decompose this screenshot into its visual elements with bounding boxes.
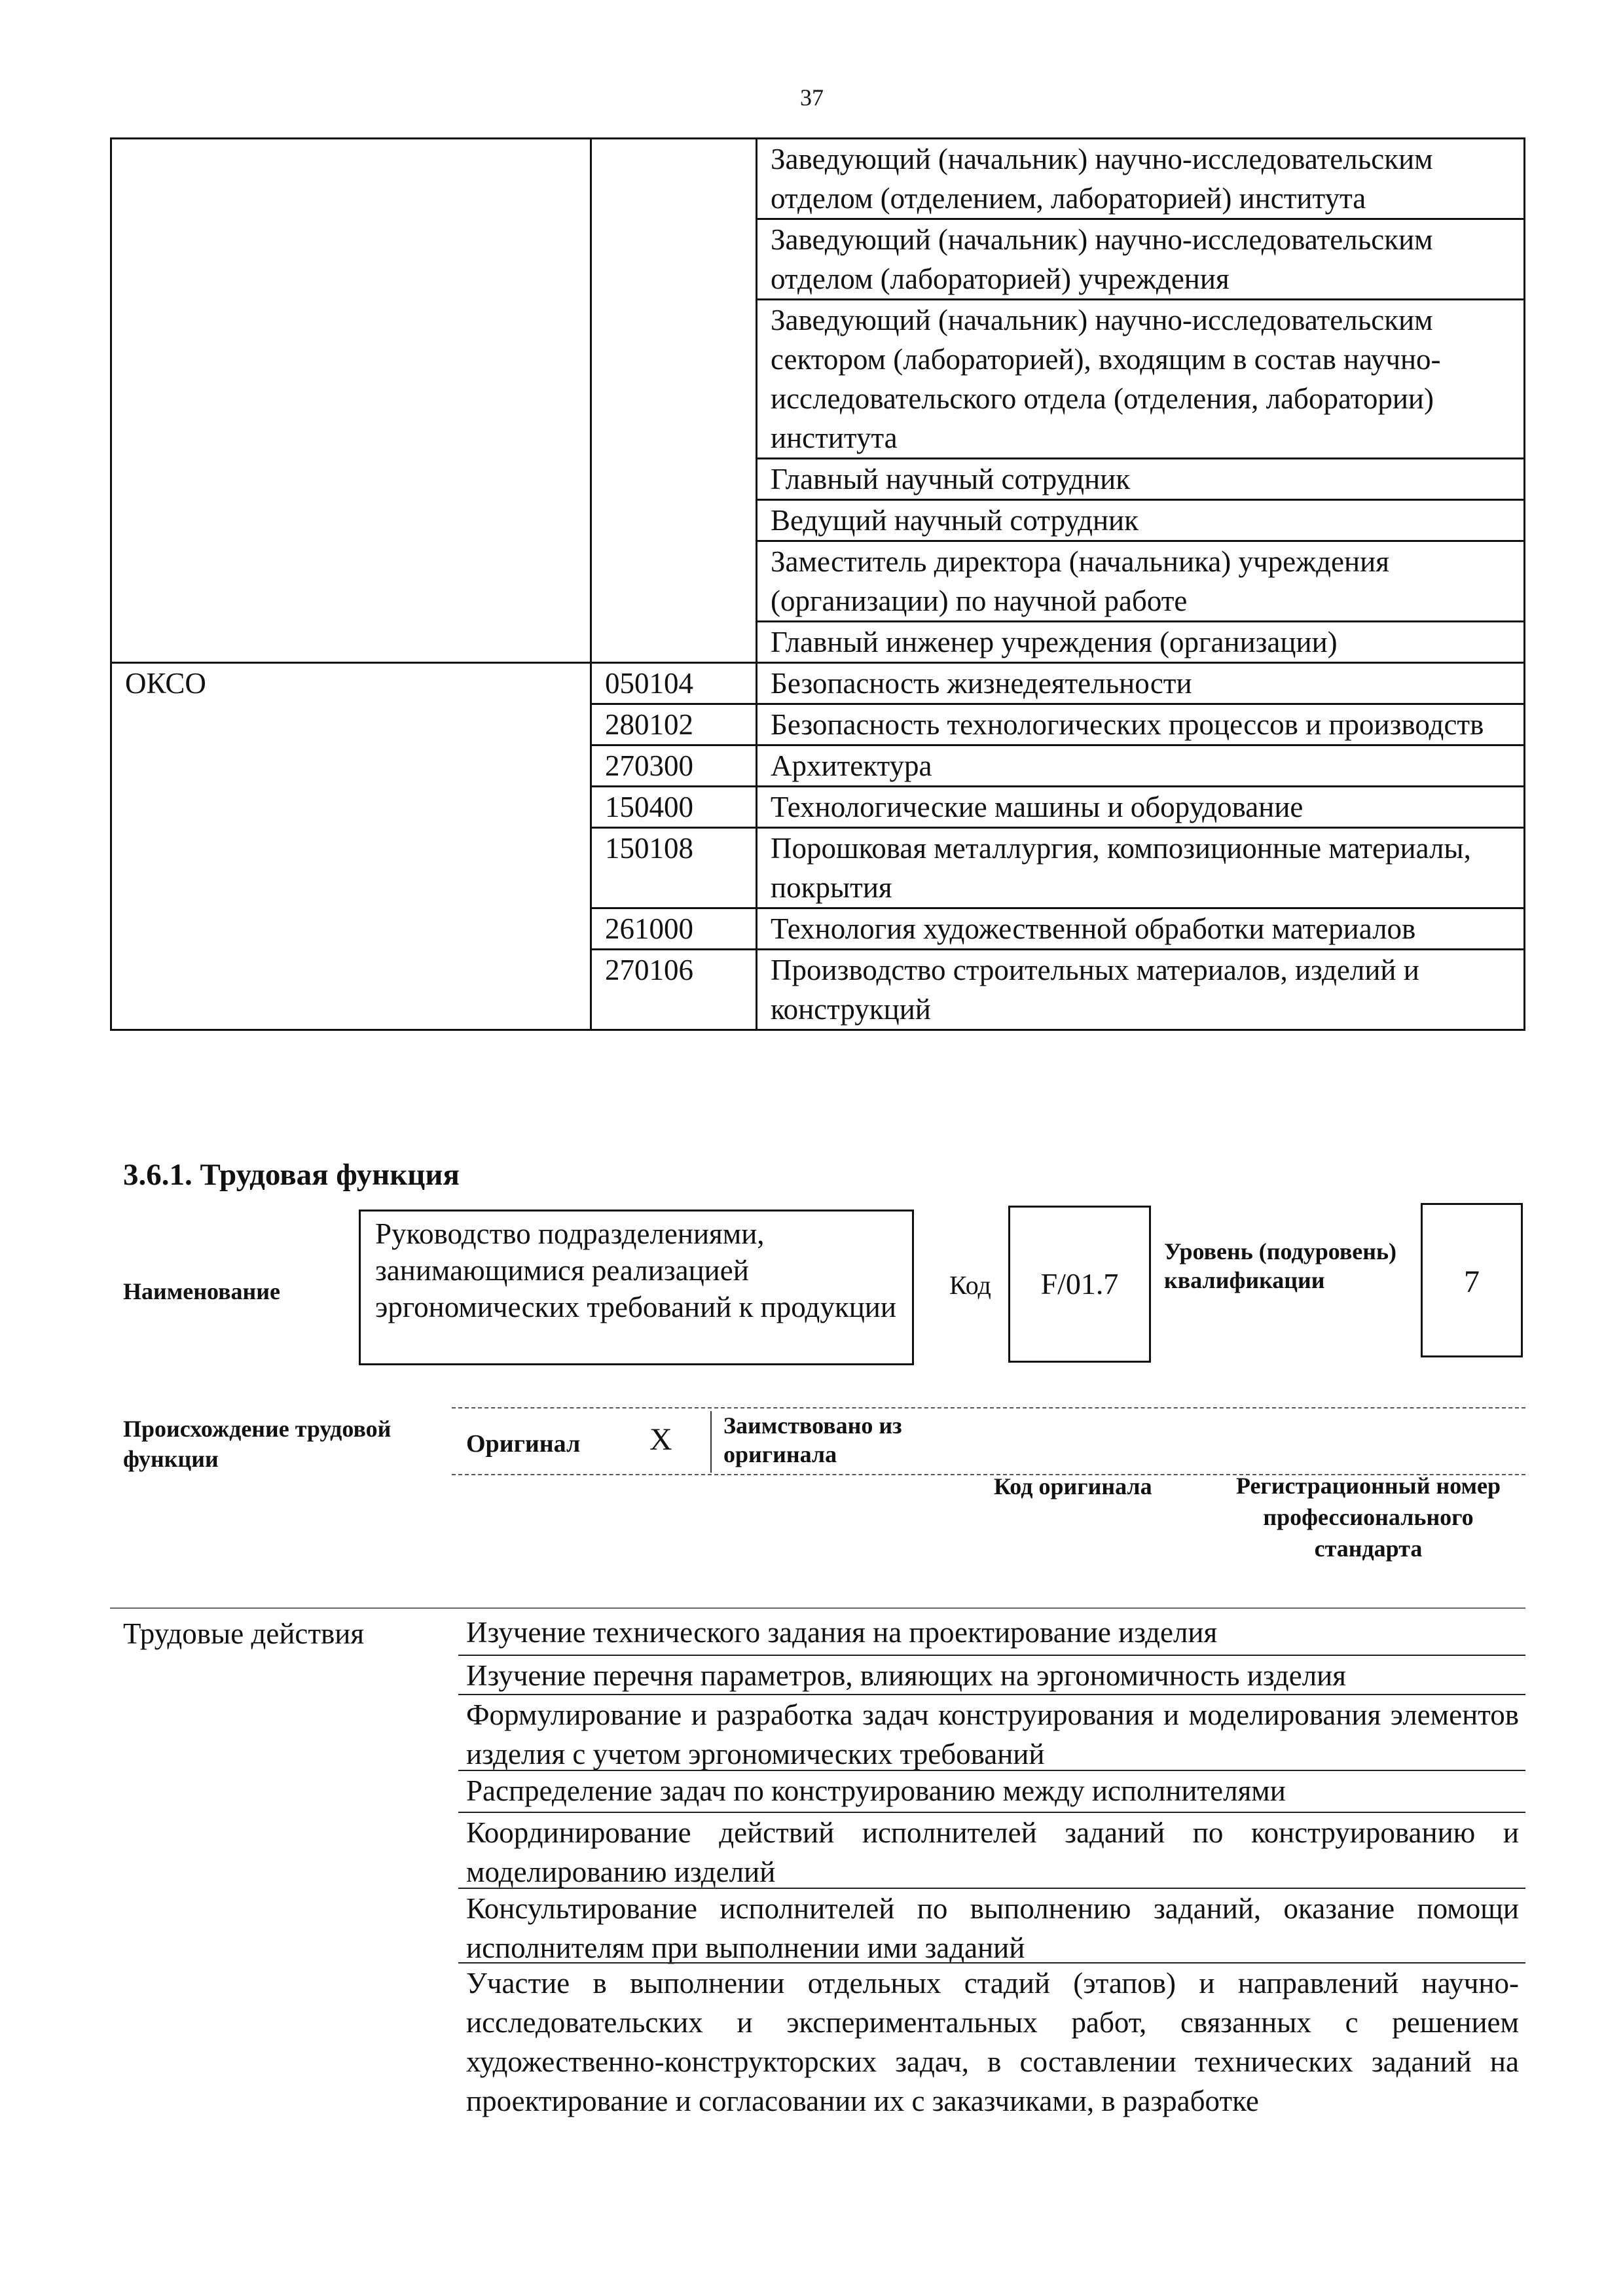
reg-number-label: Регистрационный номер профессионального стандарта: [1235, 1473, 1501, 1562]
table-cell-c2: 261000: [591, 908, 757, 950]
table-cell-c2: [591, 541, 757, 622]
table-row: [111, 459, 1525, 500]
function-name: Руководство подразделениями, занимающимися реализацией эргономических требований к продукции: [359, 1210, 914, 1365]
origin-divider: [710, 1411, 712, 1473]
table-row: [111, 663, 1525, 704]
table-cell-c3: Заместитель директора (начальника) учреждения (организации) по научной работе: [757, 541, 1525, 622]
table-cell-c1: [111, 300, 591, 459]
original-label: Оригинал: [466, 1430, 581, 1458]
table-cell-c3: Безопасность технологических процессов и производств: [757, 704, 1525, 745]
code-label: Код: [949, 1270, 991, 1300]
table-cell-c2: 150400: [591, 787, 757, 828]
table-cell-c2: 270106: [591, 950, 757, 1030]
table-cell-c3: Заведующий (начальник) научно-исследовательским отделом (отделением, лабораторией) института: [757, 139, 1525, 219]
table-cell-c1: [111, 787, 591, 828]
table-cell-c1: [111, 828, 591, 908]
table-cell-c3: Архитектура: [757, 745, 1525, 787]
table-row: [111, 704, 1525, 745]
table-row: [111, 219, 1525, 300]
table-cell-c3: Технологические машины и оборудование: [757, 787, 1525, 828]
table-cell-c1: [111, 500, 591, 541]
table-cell-c2: [591, 300, 757, 459]
action-item: Координирование действий исполнителей заданий по конструированию и моделированию изделий: [466, 1816, 1519, 1888]
action-item: Формулирование и разработка задач конструирования и моделирования элементов изделия с учетом эргономических требований: [466, 1698, 1519, 1770]
action-divider: [458, 1962, 1525, 1964]
table-cell-c1: [111, 622, 591, 663]
function-code: F/01.7: [1008, 1206, 1151, 1363]
code-original-label: Код оригинала: [994, 1473, 1152, 1499]
action-item: Участие в выполнении отдельных стадий (этапов) и направлений научно-исследовательских и экспериментальных работ, связанных с решением художественно-конструкторских задач, в составлении технических заданий на проектирование и согласовании их с заказчиками, в разработке: [466, 1967, 1519, 2117]
origin-label: Происхождение трудовой функции: [123, 1416, 392, 1472]
table-row: [111, 787, 1525, 828]
table-row: [111, 541, 1525, 622]
original-mark: X: [649, 1422, 672, 1457]
qualification-table: [110, 137, 1525, 1031]
table-row: [111, 745, 1525, 787]
table-cell-c2: 270300: [591, 745, 757, 787]
table-row: [111, 908, 1525, 950]
level-value: 7: [1421, 1203, 1523, 1357]
table-cell-c1: [111, 745, 591, 787]
level-label: Уровень (подуровень) квалификации: [1164, 1238, 1397, 1293]
name-label: Наименование: [123, 1278, 280, 1304]
table-cell-c2: [591, 219, 757, 300]
table-cell-c1: [111, 139, 591, 219]
table-cell-c2: [591, 459, 757, 500]
borrowed-label: Заимствовано из оригинала: [723, 1412, 902, 1467]
table-cell-c3: Производство строительных материалов, изделий и конструкций: [757, 950, 1525, 1030]
table-cell-c2: [591, 139, 757, 219]
table-cell-c3: Заведующий (начальник) научно-исследовательским отделом (лабораторией) учреждения: [757, 219, 1525, 300]
actions-label: Трудовые действия: [123, 1617, 365, 1650]
action-divider: [458, 1812, 1525, 1813]
table-cell-c3: Главный научный сотрудник: [757, 459, 1525, 500]
table-cell-c3: Безопасность жизнедеятельности: [757, 663, 1525, 704]
table-cell-c3: Ведущий научный сотрудник: [757, 500, 1525, 541]
page-number: 37: [800, 84, 824, 111]
table-cell-c1: [111, 459, 591, 500]
table-cell-c3: Заведующий (начальник) научно-исследовательским сектором (лабораторией), входящим в состав научно-исследовательского отдела (отделения, лаборатории) института: [757, 300, 1525, 459]
table-cell-c2: 280102: [591, 704, 757, 745]
table-cell-c1: [111, 908, 591, 950]
table-cell-c1: ОКСО: [111, 663, 591, 704]
action-divider: [458, 1655, 1525, 1656]
table-row: [111, 500, 1525, 541]
table-cell-c1: [111, 219, 591, 300]
table-cell-c3: Главный инженер учреждения (организации): [757, 622, 1525, 663]
actions-top-line: [110, 1607, 1525, 1609]
table-cell-c3: Технология художественной обработки материалов: [757, 908, 1525, 950]
table-cell-c2: [591, 500, 757, 541]
action-item: Изучение технического задания на проектирование изделия: [466, 1616, 1218, 1649]
table-row: [111, 950, 1525, 1030]
table-cell-c2: 150108: [591, 828, 757, 908]
origin-top-line: [452, 1407, 1525, 1408]
action-item: Распределение задач по конструированию между исполнителями: [466, 1774, 1286, 1807]
table-row: [111, 828, 1525, 908]
action-item: Консультирование исполнителей по выполнению заданий, оказание помощи исполнителям при выполнении ими заданий: [466, 1892, 1519, 1964]
table-cell-c2: [591, 622, 757, 663]
table-cell-c2: 050104: [591, 663, 757, 704]
action-divider: [458, 1888, 1525, 1889]
table-cell-c1: [111, 704, 591, 745]
action-divider: [458, 1694, 1525, 1695]
table-cell-c3: Порошковая металлургия, композиционные материалы, покрытия: [757, 828, 1525, 908]
action-divider: [458, 1770, 1525, 1771]
table-cell-c1: [111, 541, 591, 622]
table-row: [111, 622, 1525, 663]
action-item: Изучение перечня параметров, влияющих на эргономичность изделия: [466, 1659, 1346, 1692]
section-title: 3.6.1. Трудовая функция: [123, 1158, 460, 1192]
table-cell-c1: [111, 950, 591, 1030]
table-row: [111, 300, 1525, 459]
table-row: [111, 139, 1525, 219]
